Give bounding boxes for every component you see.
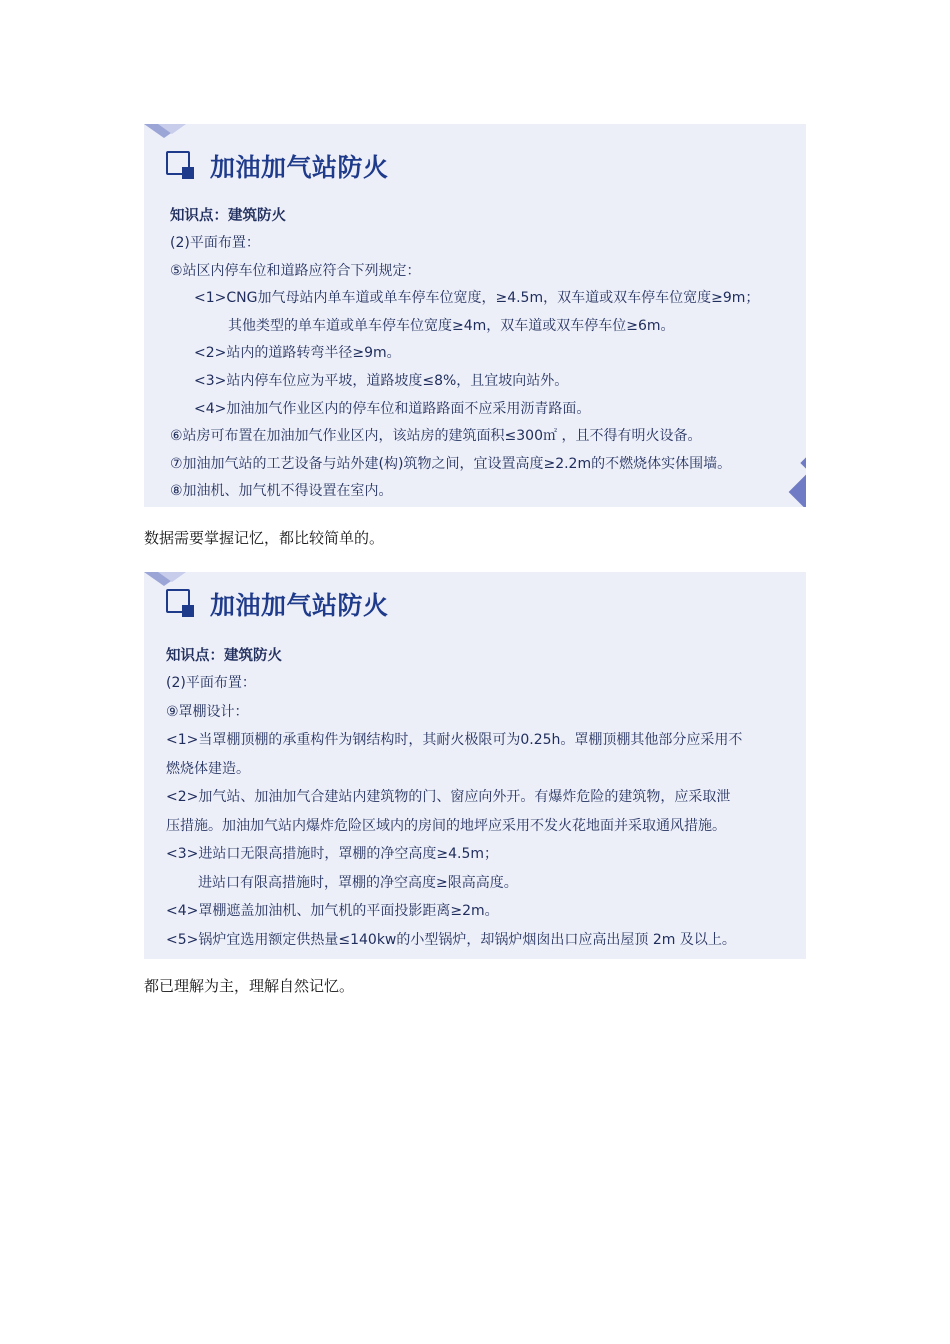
- card-title: 加油加气站防火: [210, 153, 389, 182]
- text-line: ⑥站房可布置在加油加气作业区内，该站房的建筑面积≤300㎡ ，且不得有明火设备。: [170, 428, 702, 444]
- knowledge-card-1: [144, 124, 806, 507]
- text-line: 进站口有限高措施时，罩棚的净空高度≥限高高度。: [198, 875, 518, 891]
- corner-diamond-small-icon: [800, 457, 806, 468]
- card-title: 加油加气站防火: [210, 591, 389, 620]
- text-line: <5>锅炉宜选用额定供热量≤140kw的小型锅炉，却锅炉烟囱出口应高出屋顶 2m 及以上。: [166, 932, 736, 948]
- corner-triangle-icon: [144, 124, 184, 138]
- text-line: ⑦加油加气站的工艺设备与站外建(构)筑物之间，宜设置高度≥2.2m的不燃烧体实体围墙。: [170, 456, 732, 472]
- text-line: <4>罩棚遮盖加油机、加气机的平面投影距离≥2m。: [166, 903, 499, 919]
- text-line: <1>CNG加气母站内单车道或单车停车位宽度，≥4.5m，双车道或双车停车位宽度≥9m；: [194, 290, 760, 306]
- knowledge-point: 知识点：建筑防火: [166, 648, 282, 664]
- corner-triangle-icon: [144, 572, 184, 586]
- text-line: ⑧加油机、加气机不得设置在室内。: [170, 483, 393, 499]
- caption-1: 数据需要掌握记忆，都比较简单的。: [144, 529, 385, 547]
- knowledge-card-2: [144, 572, 806, 959]
- card-title-row: [166, 148, 389, 184]
- text-line: ⑤站区内停车位和道路应符合下列规定：: [170, 263, 421, 279]
- card-title-row: [166, 586, 389, 622]
- text-line: <2>加气站、加油加气合建站内建筑物的门、窗应向外开。有爆炸危险的建筑物，应采取泄: [166, 789, 731, 805]
- square-bracket-icon: [166, 589, 196, 619]
- text-line: <1>当罩棚顶棚的承重构件为钢结构时，其耐火极限可为0.25h。罩棚顶棚其他部分应采用不: [166, 732, 743, 748]
- caption-2: 都已理解为主，理解自然记忆。: [144, 977, 355, 995]
- text-line: ⑨罩棚设计：: [166, 704, 249, 720]
- text-line: <2>站内的道路转弯半径≥9m。: [194, 345, 401, 361]
- text-line: <3>进站口无限高措施时，罩棚的净空高度≥4.5m；: [166, 846, 498, 862]
- text-line: <3>站内停车位应为平坡，道路坡度≤8%，且宜坡向站外。: [194, 373, 569, 389]
- text-line: 其他类型的单车道或单车停车位宽度≥4m，双车道或双车停车位≥6m。: [228, 318, 675, 334]
- text-line: (2)平面布置：: [170, 235, 260, 251]
- knowledge-point: 知识点：建筑防火: [170, 208, 286, 224]
- corner-diamond-icon: [789, 474, 806, 507]
- text-line: <4>加油加气作业区内的停车位和道路路面不应采用沥青路面。: [194, 401, 591, 417]
- square-bracket-icon: [166, 151, 196, 181]
- text-line: 压措施。加油加气站内爆炸危险区域内的房间的地坪应采用不发火花地面并采取通风措施。: [166, 818, 726, 834]
- text-line: 燃烧体建造。: [166, 761, 250, 777]
- text-line: (2)平面布置：: [166, 675, 256, 691]
